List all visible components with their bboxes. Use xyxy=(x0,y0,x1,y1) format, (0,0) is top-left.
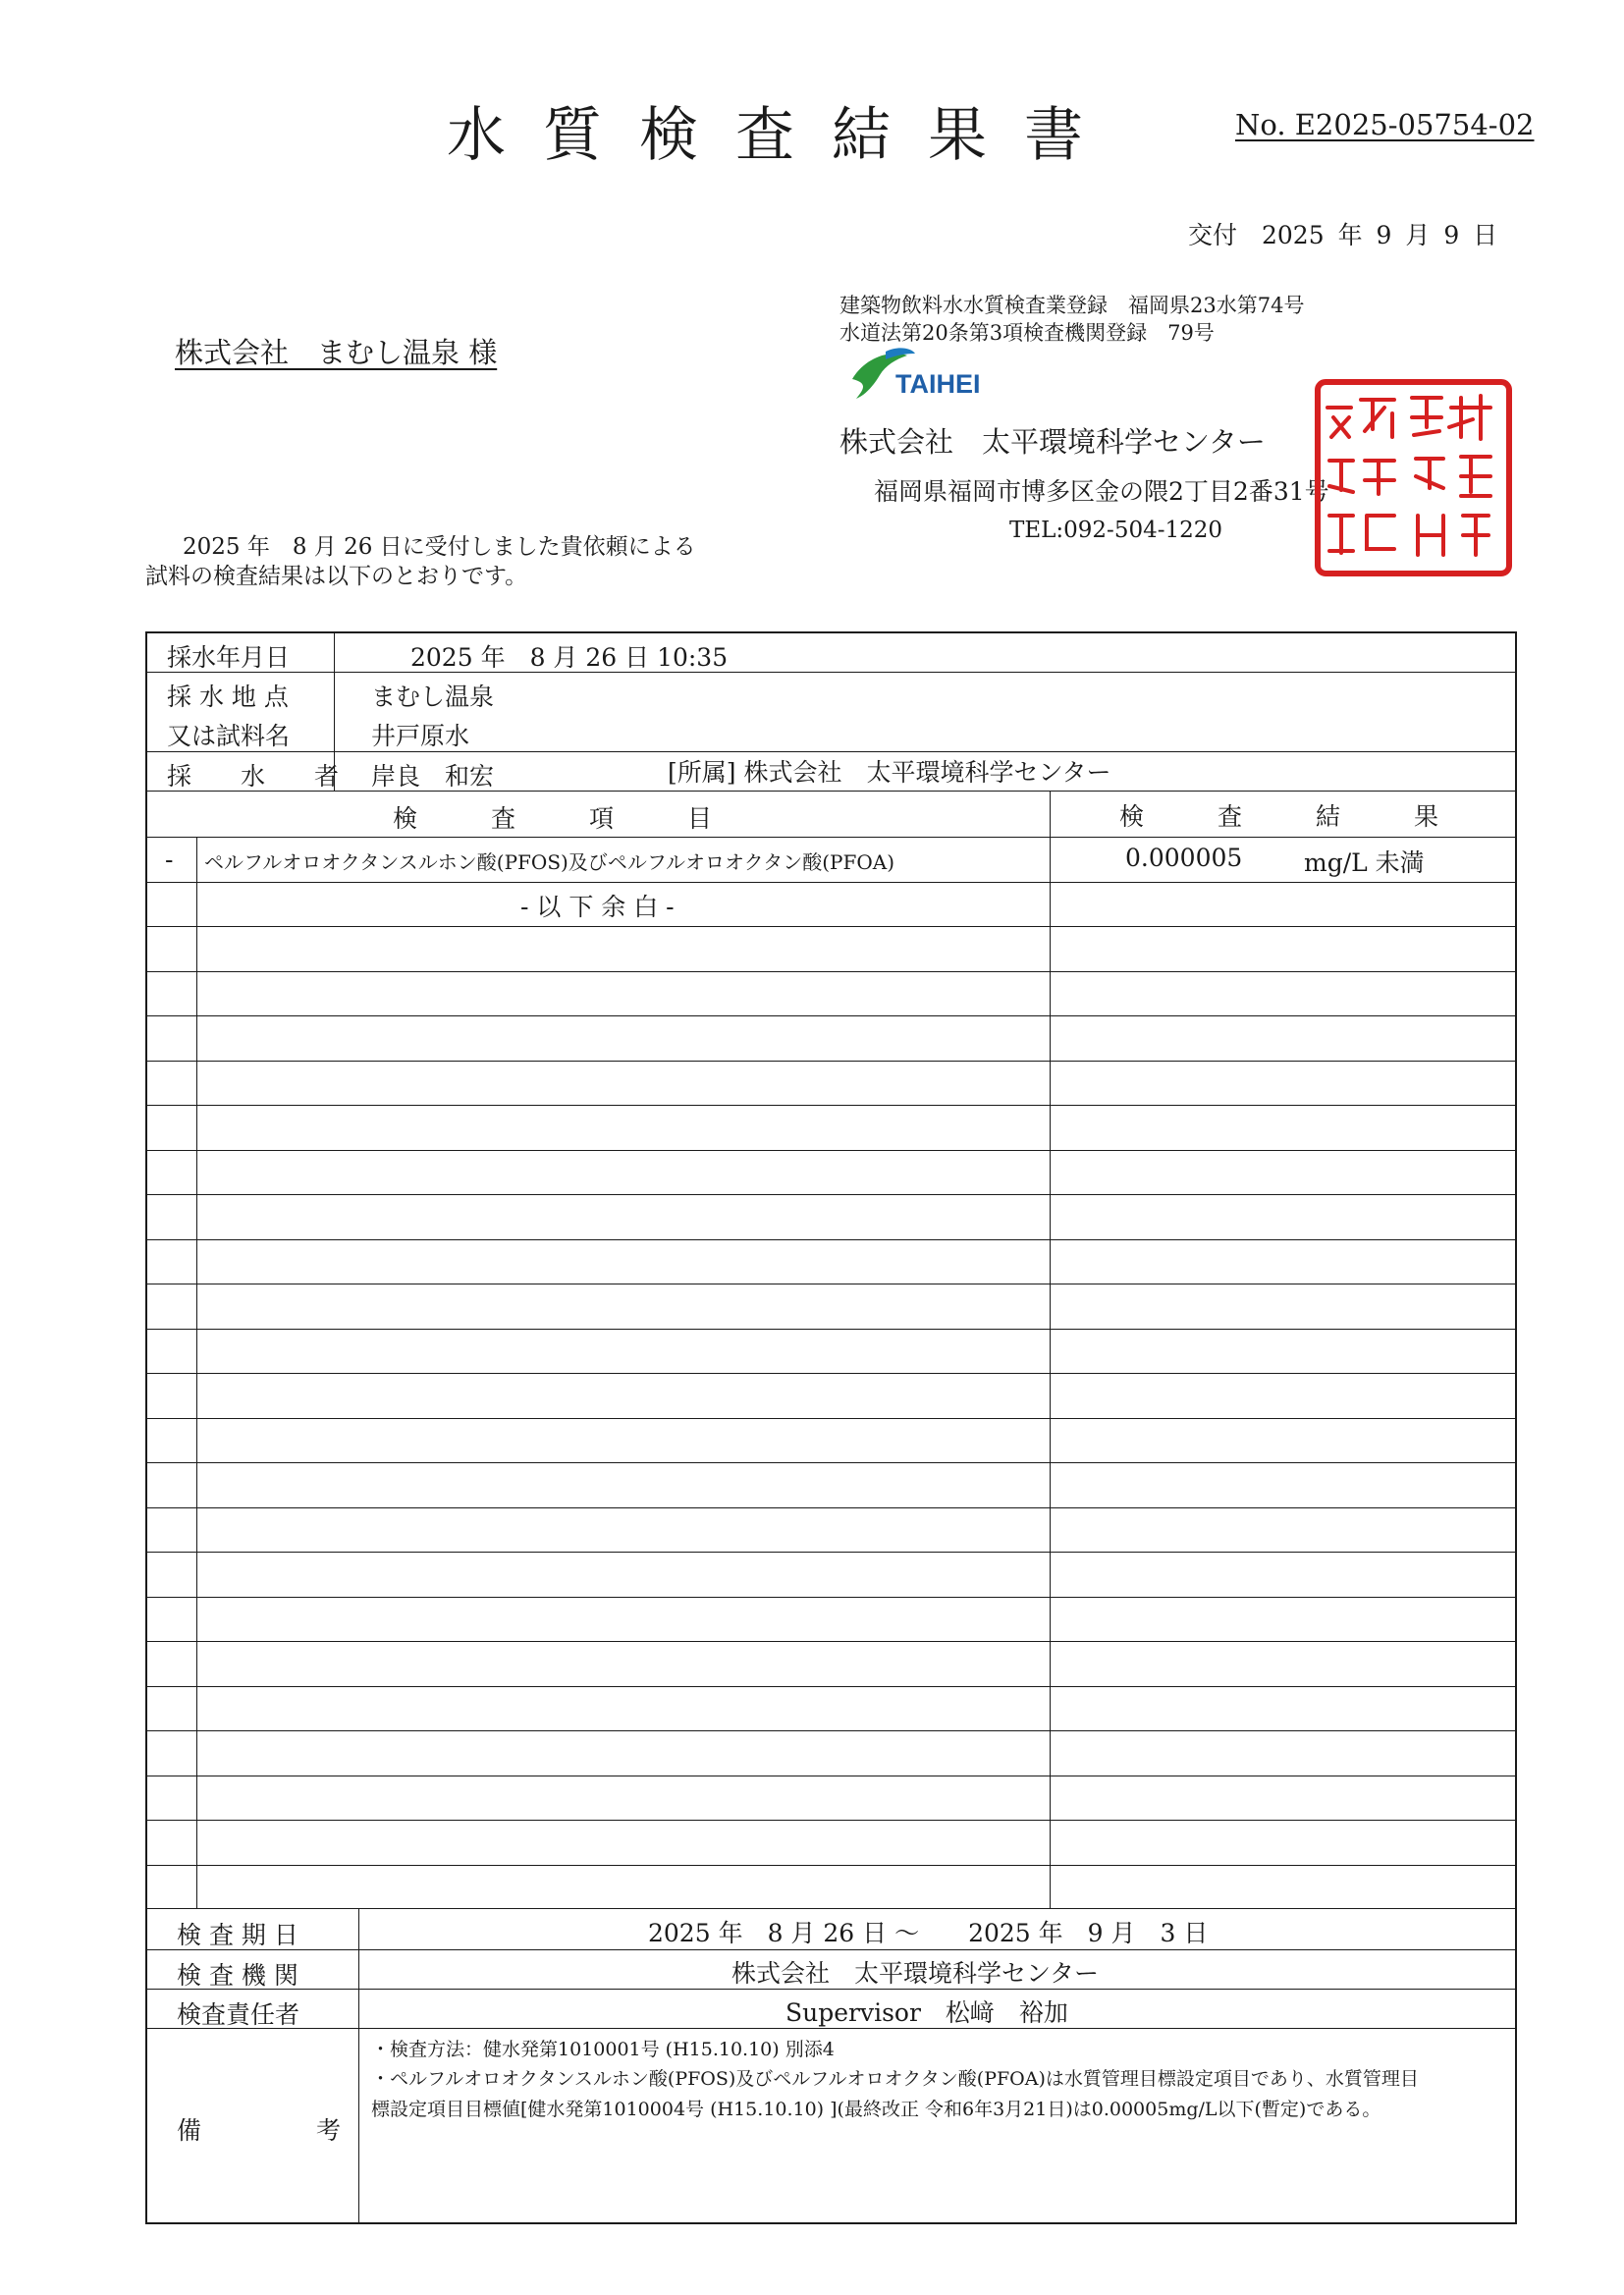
remarks-label-1: 備 xyxy=(177,2116,202,2145)
document-title: 水質検査結果書 xyxy=(447,101,1120,170)
grid-row-line xyxy=(145,1730,1517,1731)
manager-value: Supervisor 松﨑 裕加 xyxy=(785,1998,1068,2027)
issuer-company: 株式会社 太平環境科学センター xyxy=(839,425,1266,459)
taihei-logo-icon xyxy=(846,346,1043,405)
taihei-logo xyxy=(846,346,1043,405)
grid-row-line xyxy=(145,1194,1517,1195)
sampler-affiliation: [所属] 株式会社 太平環境科学センター xyxy=(668,758,1111,787)
company-seal-icon xyxy=(1314,378,1513,577)
blank-below-note: - 以 下 余 白 - xyxy=(520,893,675,921)
grid-row-line xyxy=(145,971,1517,972)
issuer-tel: TEL:092-504-1220 xyxy=(1009,518,1223,543)
org-label: 検 査 機 関 xyxy=(177,1961,298,1990)
sample-place-value: まむし温泉 xyxy=(371,683,495,711)
sampler-label: 採 水 者 xyxy=(167,762,340,791)
intro-line-2: 試料の検査結果は以下のとおりです。 xyxy=(145,564,528,589)
grid-row-line xyxy=(145,1239,1517,1240)
sampler-value: 岸良 和宏 xyxy=(371,762,495,791)
manager-label: 検査責任者 xyxy=(177,2000,300,2029)
grid-row-line xyxy=(145,926,1517,927)
sample-date-label: 採水年月日 xyxy=(167,643,291,672)
grid-row-line xyxy=(145,1552,1517,1553)
registration-line-1: 建築物飲料水水質検査業登録 福岡県23水第74号 xyxy=(839,294,1305,317)
grid-row-line xyxy=(145,1418,1517,1419)
sample-place-label: 採 水 地 点 xyxy=(167,683,289,711)
grid-row-line xyxy=(145,1015,1517,1016)
remark-line-3: 標設定項目目標値[健水発第1010004号 (H15.10.10) ](最終改正 令和6年3月21日)は0.00005mg/L以下(暫定)である。 xyxy=(371,2099,1381,2120)
grid-row-line xyxy=(145,1150,1517,1151)
intro-line-1: 2025 年 8 月 26 日に受付しました貴依頼による xyxy=(183,534,696,560)
svg-text:TAIHEI: TAIHEI xyxy=(895,369,981,399)
sample-name-value: 井戸原水 xyxy=(371,722,470,750)
period-label: 検 査 期 日 xyxy=(177,1921,298,1949)
grid-row-line xyxy=(145,1597,1517,1598)
result-value: 0.000005 xyxy=(1125,844,1243,872)
grid-row-line xyxy=(145,1820,1517,1821)
result-row-mark: - xyxy=(165,846,174,874)
result-item-pfos-pfoa: ペルフルオロオクタンスルホン酸(PFOS)及びペルフルオロオクタン酸(PFOA) xyxy=(204,850,895,874)
remark-line-1: ・検査方法：健水発第1010001号 (H15.10.10) 別添4 xyxy=(371,2039,835,2060)
remark-line-2: ・ペルフルオロオクタンスルホン酸(PFOS)及びペルフルオロオクタン酸(PFOA)は水質管理目標設定項目であり、水質管理目 xyxy=(371,2068,1419,2090)
company-seal xyxy=(1314,378,1513,577)
registration-line-2: 水道法第20条第3項検査機関登録 79号 xyxy=(839,321,1215,345)
document-number: No. E2025-05754-02 xyxy=(1235,108,1535,141)
issuer-address: 福岡県福岡市博多区金の隈2丁目2番31号 xyxy=(874,477,1329,506)
grid-row-line xyxy=(145,1641,1517,1642)
result-column-header: 検 査 結 果 xyxy=(1119,802,1439,831)
result-unit: mg/L 未満 xyxy=(1304,848,1425,877)
sample-date-value: 2025 年 8 月 26 日 10:35 xyxy=(410,643,729,672)
grid-row-line xyxy=(145,1865,1517,1866)
item-column-header: 検 査 項 目 xyxy=(393,804,713,833)
grid-row-line xyxy=(145,1105,1517,1106)
remarks-label-2: 考 xyxy=(316,2116,342,2145)
grid-row-line xyxy=(145,1373,1517,1374)
grid-row-line xyxy=(145,1507,1517,1508)
grid-row-line xyxy=(145,1061,1517,1062)
org-value: 株式会社 太平環境科学センター xyxy=(731,1959,1100,1988)
grid-row-line xyxy=(145,882,1517,883)
sample-name-label: 又は試料名 xyxy=(167,722,291,750)
grid-row-line xyxy=(145,1329,1517,1330)
grid-row-line xyxy=(145,1686,1517,1687)
client-name: 株式会社 まむし温泉 様 xyxy=(175,336,498,369)
issue-date: 交付 2025 年 9 月 9 日 xyxy=(1188,221,1498,249)
grid-row-line xyxy=(145,1462,1517,1463)
period-value: 2025 年 8 月 26 日 〜 2025 年 9 月 3 日 xyxy=(648,1919,1209,1947)
